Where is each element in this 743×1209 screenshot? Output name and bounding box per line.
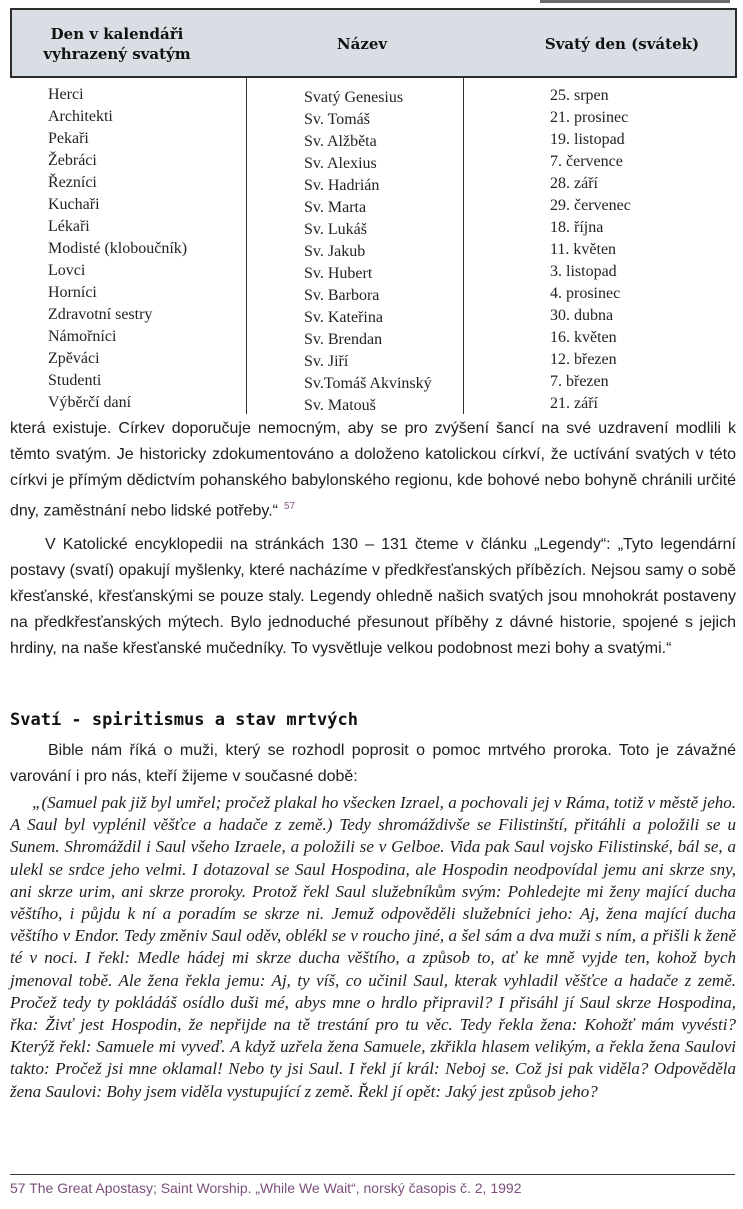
table-cell-saint: Sv. Alexius (304, 155, 377, 172)
table-cell-group: Lékaři (48, 218, 90, 235)
table-header (10, 8, 737, 78)
table-cell-group: Herci (48, 86, 84, 103)
table-cell-day: 12. březen (550, 351, 617, 368)
footnote-ref: 57 (284, 501, 296, 512)
table-cell-saint: Sv.Tomáš Akvinský (304, 375, 432, 392)
table-cell-saint: Sv. Lukáš (304, 221, 367, 238)
table-cell-day: 21. září (550, 395, 598, 412)
table-cell-group: Kuchaři (48, 196, 100, 213)
footnote: 57 The Great Apostasy; Saint Worship. „While We Wait“, norský časopis č. 2, 1992 (10, 1180, 522, 1196)
table-cell-group: Horníci (48, 284, 97, 301)
column-saints (304, 87, 432, 417)
table-cell-saint: Svatý Genesius (304, 89, 404, 106)
table-cell-day: 19. listopad (550, 131, 625, 148)
table-cell-day: 3. listopad (550, 263, 617, 280)
table-cell-day: 18. října (550, 219, 604, 236)
table-cell-group: Zdravotní sestry (48, 306, 153, 323)
paragraph-1-text: která existuje. Církev doporučuje nemocným, aby se pro zvýšení šancí na své uzdravení modlili k těmto svatým. Je historicky zdokumentováno a doloženo katolickou církví, že uctívání svatých v této církvi je přímým dědictvím pohanského babylonského regionu, kde bohové nebo bohyně chránili určité dny, zaměstnání nebo lidské potřeby.“ (10, 420, 736, 520)
table-cell-saint: Sv. Hadrián (304, 177, 380, 194)
table-cell-saint: Sv. Tomáš (304, 111, 370, 128)
table-cell-day: 16. květen (550, 329, 617, 346)
table-cell-day: 30. dubna (550, 307, 614, 324)
header-saint-day: Svatý den (svátek) (544, 35, 700, 53)
table-cell-saint: Sv. Alžběta (304, 133, 377, 150)
table-cell-saint: Sv. Matouš (304, 397, 376, 414)
table-cell-group: Studenti (48, 372, 102, 389)
table-cell-group: Modisté (kloboučník) (48, 240, 188, 257)
column-divider (246, 78, 247, 414)
column-divider (463, 78, 464, 414)
header-calendar-day-line1: Den v kalendáři (50, 25, 184, 43)
table-cell-saint: Sv. Jakub (304, 243, 366, 260)
paragraph-1 (10, 416, 736, 524)
header-calendar-day-line2: vyhrazený svatým (43, 45, 191, 63)
header-name: Název (336, 35, 388, 53)
table-cell-day: 11. květen (550, 241, 617, 258)
table-cell-day: 7. březen (550, 373, 609, 390)
table-cell-group: Pekaři (48, 130, 89, 147)
footnote-rule (10, 1174, 735, 1175)
saints-table (10, 78, 737, 414)
table-cell-saint: Sv. Hubert (304, 265, 373, 282)
table-cell-group: Řezníci (48, 174, 97, 191)
table-cell-day: 25. srpen (550, 87, 609, 104)
table-cell-day: 4. prosinec (550, 285, 621, 302)
table-cell-group: Lovci (48, 262, 86, 279)
column-days (550, 85, 631, 415)
header-calendar-day (22, 24, 212, 64)
bible-quote: „(Samuel pak již byl umřel; pročež plakal ho všecken Izrael, a pochovali jej v Ráma, totiž v městě jeho. A Saul byl vyplénil věšťce a hadače z země.) Tedy shromáždivše se Filistinští, přitáhli a položili se u Sunem. Shromáždil i Saul všeho Izraele, a položili se v Gelboe. Vida pak Saul vojsko Filistinské, bál se, a ulekl se srdce jeho velmi. I dotazoval se Saul Hospodina, ale Hospodin neodpovídal jemu ani skrze sny, ani skrze urim, ani skrze proroky. Protož řekl Saul služebníkům svým: Pohledejte mi ženy mající ducha věštího, i půjdu k ní a poradím se skrze ni. Jemuž odpověděli služebníci jeho: Aj, žena mající ducha věštího v Endor. Tedy změniv Saul oděv, oblékl se v roucho jiné, a šel sám a dva muži s ním, a přišli k ženě té v noci. I řekl: Medle hádej mi skrze ducha věštího, a způsob to, ať ke mně vyjde ten, kohož bych jmenoval tobě. Ale žena řekla jemu: Aj, ty víš, co učinil Saul, kterak vyhladil věšťce a hadače z země. Pročež tedy ty pokládáš osídlo duši mé, abys mne o hrdlo připravil? I přisáhl jí Saul skrze Hospodina, řka: Živť jest Hospodin, že nepřijde na tě trestání pro tu věc. Tedy řekla žena: Kohožť mám vyvésti? Kterýž řekl: Samuele mi vyveď. A když uzřela žena Samuele, zkřikla hlasem velikým, a řekla žena Saulovi takto: Pročež jsi mne oklamal! Nebo ty jsi Saul. I řekl jí král: Neboj se. Což jsi pak viděla? Odpověděla žena Saulovi: Bohy jsem viděla vystupující z země. Řekl jí opět: Jaký jest způsob jeho? (10, 793, 736, 1101)
column-groups (48, 84, 187, 414)
table-cell-day: 21. prosinec (550, 109, 629, 126)
table-cell-saint: Sv. Kateřina (304, 309, 383, 326)
section-title: Svatí - spiritismus a stav mrtvých (10, 710, 358, 730)
table-cell-group: Žebráci (48, 152, 97, 169)
table-cell-saint: Sv. Brendan (304, 331, 383, 348)
table-cell-day: 28. září (550, 175, 598, 192)
paragraph-2: V Katolické encyklopedii na stránkách 130 – 131 čteme v článku „Legendy“: „Tyto legendární postavy (svatí) opakují myšlenky, které nacházíme v předkřesťanských příbězích. Nejsou samy o sobě křesťanské, křesťanskými se pouze staly. Legendy ohledně našich svatých jsou mnohokrát postaveny na předkřesťanských mýtech. Bylo jednoduché přesunout příběhy z dávné historie, spojené s jejich hrdiny, na naše křesťanské mučedníky. To vysvětluje velkou podobnost mezi bohy a svatými.“ (10, 536, 736, 657)
table-cell-group: Výběrčí daní (48, 394, 132, 411)
table-cell-day: 7. července (550, 153, 623, 170)
table-cell-day: 29. červenec (550, 197, 631, 214)
table-cell-saint: Sv. Jiří (304, 353, 349, 370)
table-cell-group: Námořníci (48, 328, 117, 345)
top-rule (540, 0, 730, 3)
paragraph-3: Bible nám říká o muži, který se rozhodl poprosit o pomoc mrtvého proroka. Toto je závažné varování i pro nás, kteří žijeme v současné době: (10, 742, 736, 785)
table-cell-group: Architekti (48, 108, 113, 125)
table-cell-saint: Sv. Marta (304, 199, 367, 216)
table-cell-saint: Sv. Barbora (304, 287, 380, 304)
table-cell-group: Zpěváci (48, 350, 100, 367)
